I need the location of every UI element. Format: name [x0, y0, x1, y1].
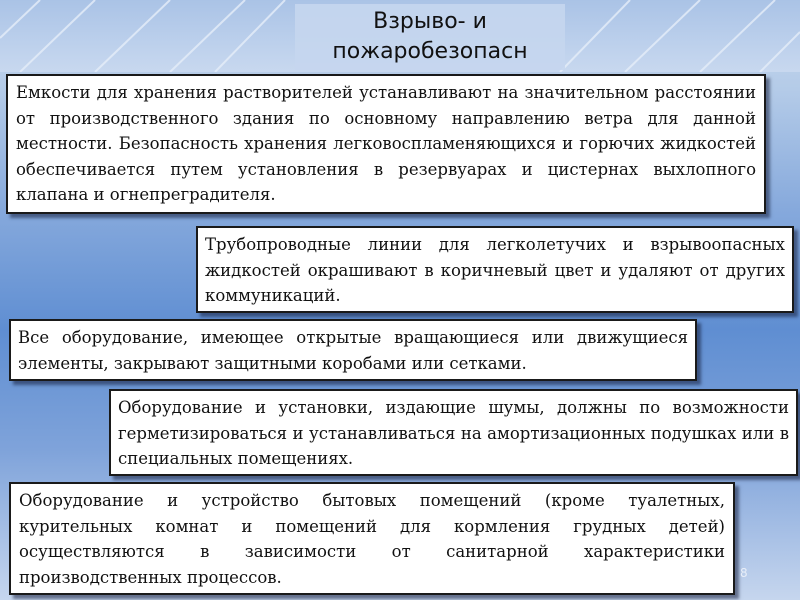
text-box-content: Оборудование и устройство бытовых помещений (кроме туалетных, курительных комнат и помещений для кормления грудных детей) осуществляются в зависимости от санитарной характеристики производственных процессов.	[19, 491, 725, 587]
title-line-2: пожаробезопасн	[332, 39, 528, 64]
text-box-content: Все оборудование, имеющее открытые вращающиеся или движущиеся элементы, закрывают защитными коробами или сетками.	[18, 328, 688, 373]
title-line-1: Взрыво- и	[373, 9, 487, 34]
text-box-pipelines	[196, 226, 794, 313]
text-box-equipment-guards	[9, 319, 697, 381]
text-box-amenity-rooms	[9, 482, 735, 595]
text-box-content: Трубопроводные линии для легколетучих и взрывоопасных жидкостей окрашивают в коричневый цвет и удаляют от других коммуникаций.	[205, 235, 785, 305]
page-number: 8	[740, 566, 748, 580]
slide-title	[295, 4, 565, 70]
text-box-content: Оборудование и установки, издающие шумы, должны по возможности герметизироваться и устанавливаться на амортизационных подушках или в специальных помещениях.	[118, 398, 789, 468]
text-box-content: Емкости для хранения растворителей устанавливают на значительном расстоянии от производственного здания по основному направлению ветра для данной местности. Безопасность хранения легковоспламеняющихся и горючих жидкостей обеспечивается путем установления в резервуарах и цистернах выхлопного клапана и огнепреградителя.	[16, 83, 756, 204]
text-box-noise	[109, 389, 798, 476]
text-box-storage-tanks	[6, 74, 766, 214]
slide-header	[0, 0, 800, 72]
